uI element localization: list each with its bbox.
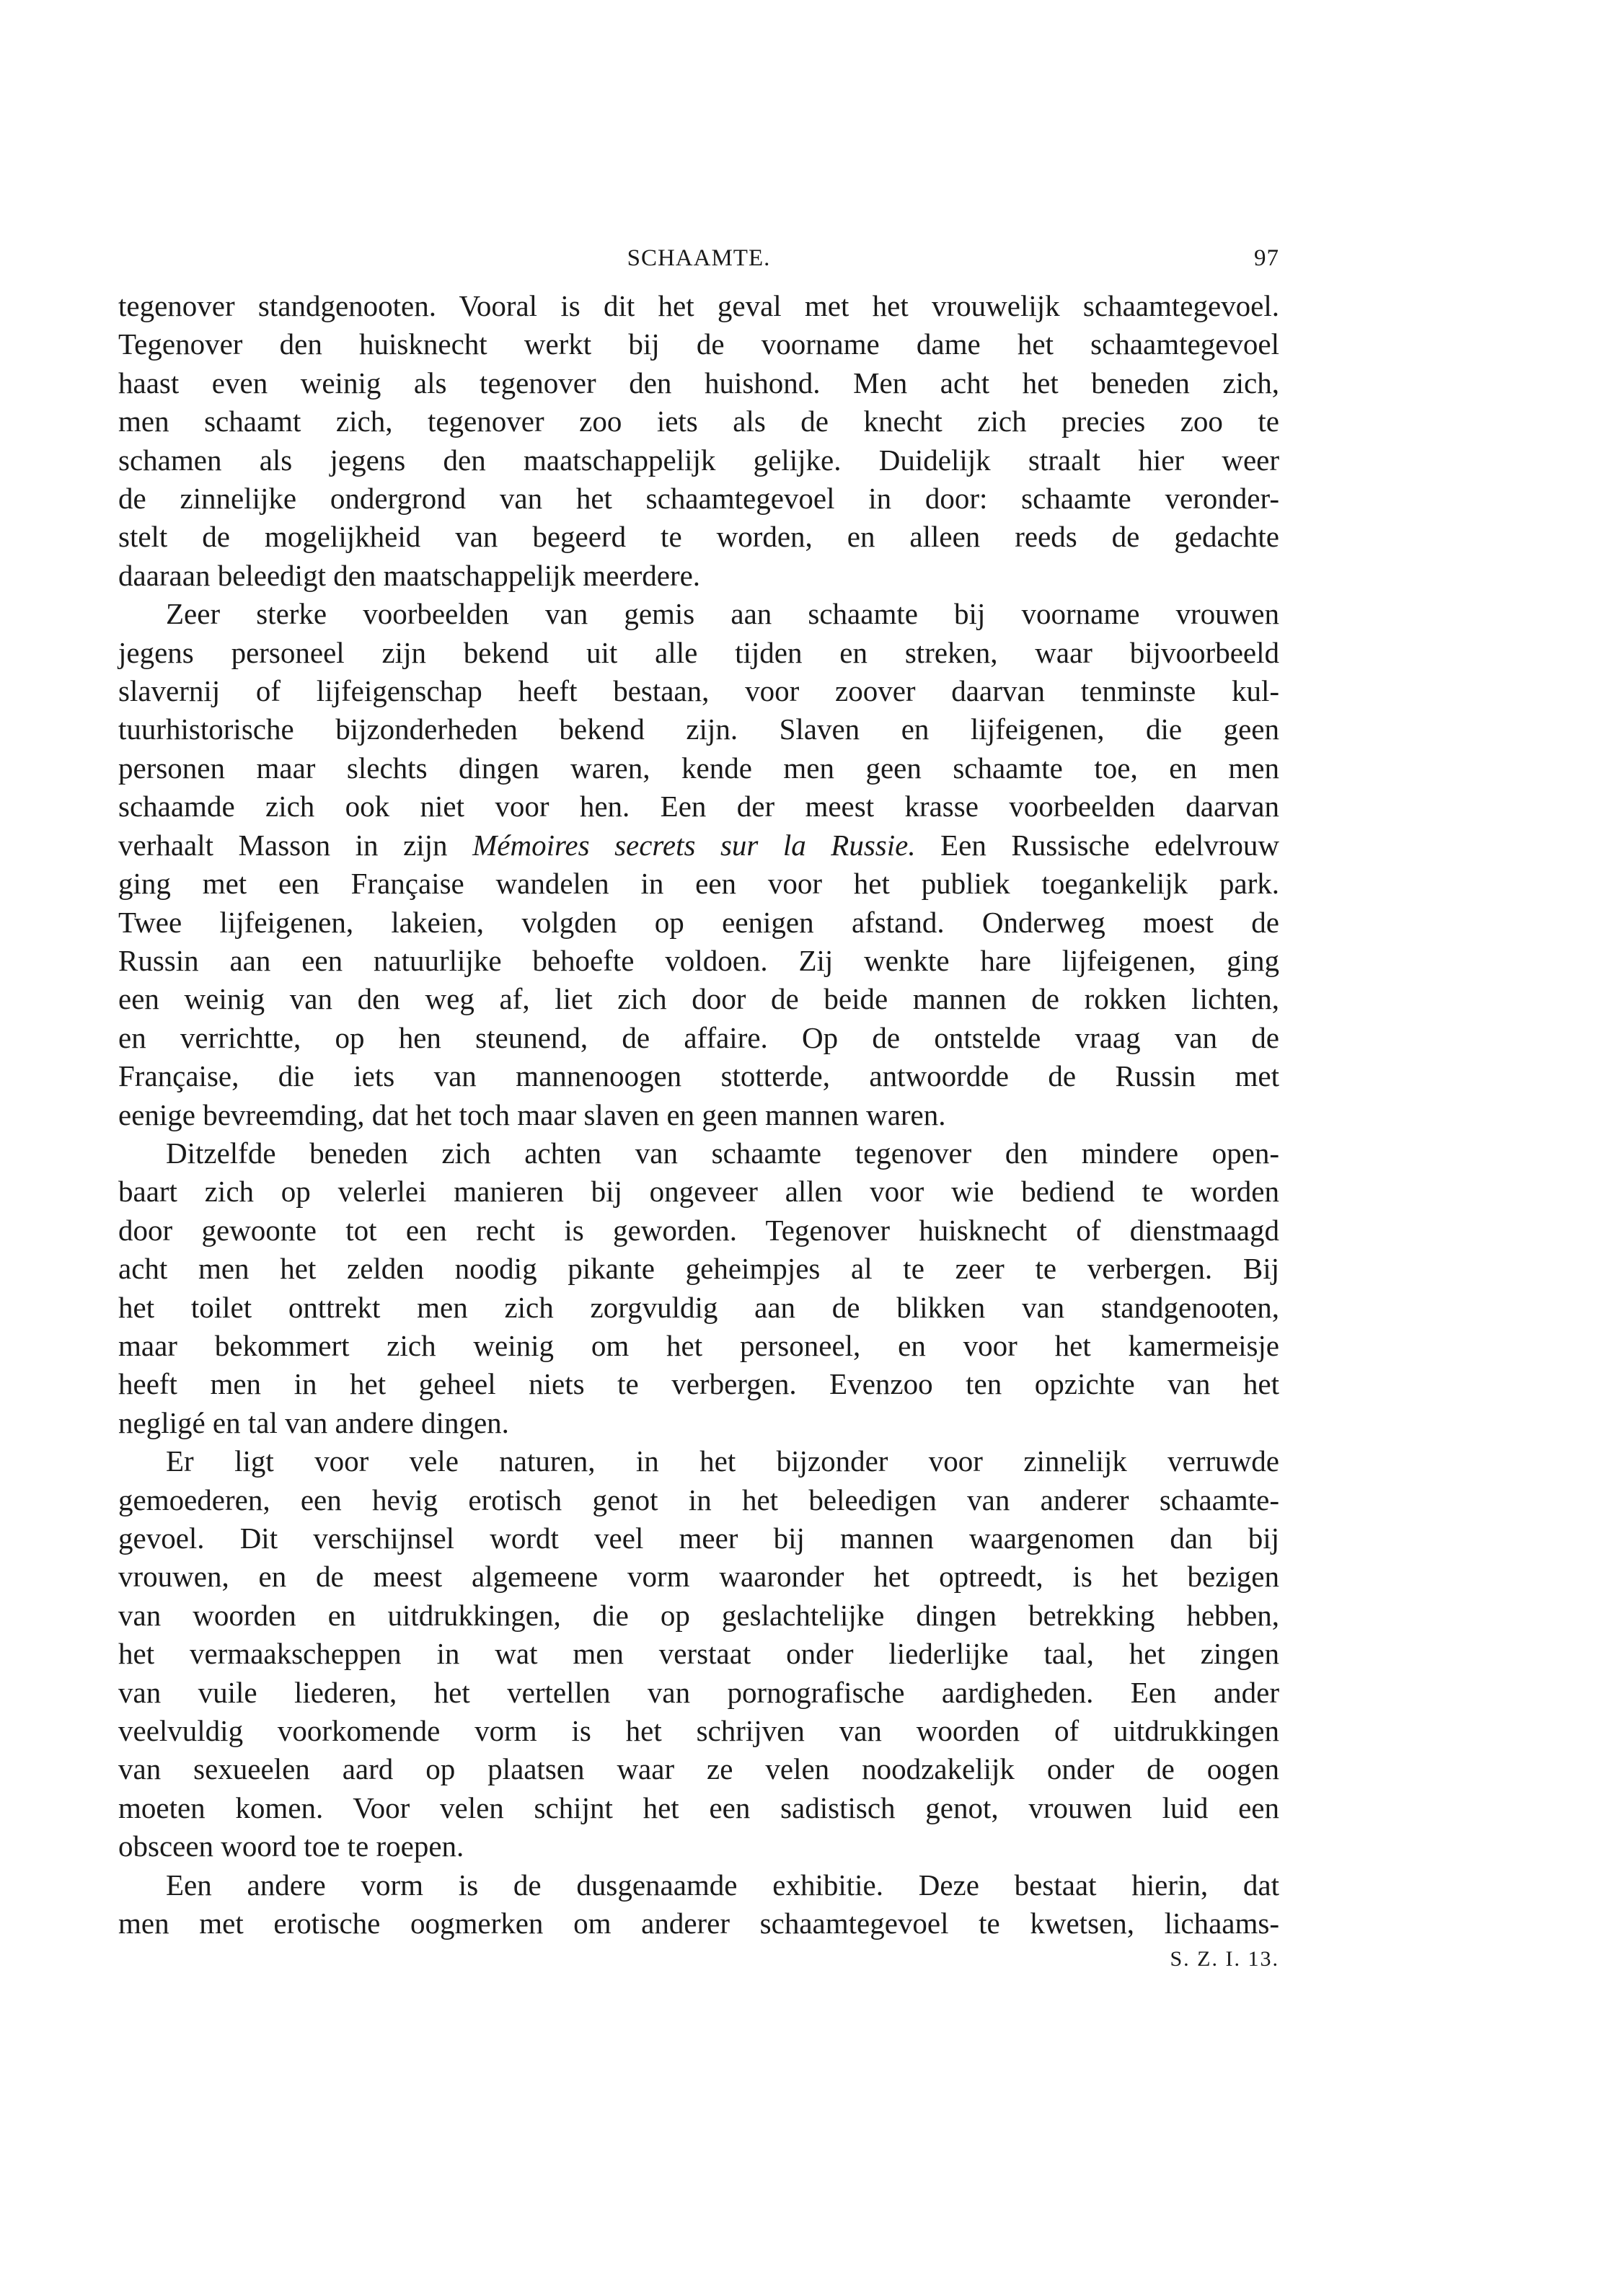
text-line: Ditzelfde beneden zich achten van schaamte tegenover den mindere open- <box>166 1136 1279 1170</box>
paragraph-4 <box>118 1442 1279 1866</box>
running-title: SCHAAMTE. <box>627 245 771 271</box>
text-line: gemoederen, een hevig erotisch genot in het beleedigen van anderer schaamte- <box>118 1483 1279 1516</box>
text-line: Zeer sterke voorbeelden van gemis aan schaamte bij voorname vrouwen <box>166 597 1279 631</box>
text-segment: verhaalt Masson in zijn <box>118 828 473 862</box>
text-line: Twee lijfeigenen, lakeien, volgden op eenigen afstand. Onderweg moest de <box>118 905 1279 939</box>
text-line: tuurhistorische bijzonderheden bekend zijn. Slaven en lijfeigenen, die geen <box>118 712 1279 746</box>
text-line: heeft men in het geheel niets te verbergen. Evenzoo ten opzichte van het <box>118 1367 1279 1401</box>
text-line: personen maar slechts dingen waren, kende men geen schaamte toe, en men <box>118 751 1279 785</box>
text-line: moeten komen. Voor velen schijnt het een sadistisch genot, vrouwen luid een <box>118 1791 1279 1824</box>
page <box>118 238 1279 1972</box>
text-line: van vuile liederen, het vertellen van pornografische aardigheden. Een ander <box>118 1675 1279 1709</box>
text-line: schaamde zich ook niet voor hen. Een der meest krasse voorbeelden daarvan <box>118 790 1279 824</box>
page-number: 97 <box>1254 245 1279 271</box>
text-line: Russin aan een natuurlijke behoefte voldoen. Zij wenkte hare lijfeigenen, ging <box>118 943 1279 977</box>
paragraph-1 <box>118 287 1279 595</box>
text-line: Er ligt voor vele naturen, in het bijzonder voor zinnelijk verruwde <box>166 1444 1279 1478</box>
text-line: obsceen woord toe te roepen. <box>118 1829 464 1863</box>
text-line: het vermaakscheppen in wat men verstaat onder liederlijke taal, het zingen <box>118 1637 1279 1671</box>
text-line: eenige bevreemding, dat het toch maar slaven en geen mannen waren. <box>118 1098 946 1131</box>
body-text <box>118 287 1279 1943</box>
text-line: een weinig van den weg af, liet zich door de beide mannen de rokken lichten, <box>118 982 1279 1016</box>
signature-mark: S. Z. I. 13. <box>1170 1947 1279 1972</box>
text-line: de zinnelijke ondergrond van het schaamtegevoel in door: schaamte veronder- <box>118 482 1279 516</box>
paragraph-3 <box>118 1134 1279 1442</box>
text-line: Française, die iets van mannenoogen stotterde, antwoordde de Russin met <box>118 1059 1279 1093</box>
text-segment: Een Russische edelvrouw <box>915 828 1279 862</box>
text-line: maar bekommert zich weinig om het personeel, en voor het kamermeisje <box>118 1328 1279 1362</box>
book-title: Mémoires secrets sur la Russie. <box>472 828 916 862</box>
text-line: schamen als jegens den maatschappelijk gelijke. Duidelijk straalt hier weer <box>118 443 1279 477</box>
text-line: het toilet onttrekt men zich zorgvuldig aan de blikken van standgenooten, <box>118 1290 1279 1324</box>
text-line: ging met een Française wandelen in een voor het publiek toegankelijk park. <box>118 867 1279 901</box>
text-line: slavernij of lijfeigenschap heeft bestaan, voor zoover daarvan tenminste kul- <box>118 674 1279 708</box>
text-line: negligé en tal van andere dingen. <box>118 1405 509 1439</box>
text-line-with-title <box>118 826 1279 865</box>
text-line: stelt de mogelijkheid van begeerd te worden, en alleen reeds de gedachte <box>118 520 1279 554</box>
text-line: door gewoonte tot een recht is geworden. Tegenover huisknecht of dienstmaagd <box>118 1213 1279 1247</box>
text-line: baart zich op velerlei manieren bij ongeveer allen voor wie bediend te worden <box>118 1175 1279 1209</box>
running-head <box>118 238 1279 281</box>
text-line: veelvuldig voorkomende vorm is het schrijven van woorden of uitdrukkingen <box>118 1714 1279 1748</box>
paragraph-2 <box>118 595 1279 1134</box>
text-line: van woorden en uitdrukkingen, die op geslachtelijke dingen betrekking hebben, <box>118 1598 1279 1632</box>
text-line: van sexueelen aard op plaatsen waar ze velen noodzakelijk onder de oogen <box>118 1752 1279 1786</box>
text-line: men met erotische oogmerken om anderer schaamtegevoel te kwetsen, lichaams- <box>118 1907 1279 1940</box>
text-line: en verrichtte, op hen steunend, de affaire. Op de ontstelde vraag van de <box>118 1020 1279 1054</box>
text-line: jegens personeel zijn bekend uit alle tijden en streken, waar bijvoorbeeld <box>118 635 1279 669</box>
text-line: daaraan beleedigt den maatschappelijk meerdere. <box>118 558 701 592</box>
text-line: vrouwen, en de meest algemeene vorm waaronder het optreedt, is het bezigen <box>118 1560 1279 1594</box>
text-line: acht men het zelden noodig pikante geheimpjes al te zeer te verbergen. Bij <box>118 1252 1279 1286</box>
text-line: Een andere vorm is de dusgenaamde exhibitie. Deze bestaat hierin, dat <box>166 1868 1279 1902</box>
text-line: haast even weinig als tegenover den huishond. Men acht het beneden zich, <box>118 366 1279 399</box>
text-line: Tegenover den huisknecht werkt bij de voorname dame het schaamtegevoel <box>118 327 1279 361</box>
text-line: tegenover standgenooten. Vooral is dit het geval met het vrouwelijk schaamtegevoel. <box>118 289 1279 322</box>
paragraph-5 <box>118 1866 1279 1943</box>
text-line: gevoel. Dit verschijnsel wordt veel meer bij mannen waargenomen dan bij <box>118 1522 1279 1555</box>
text-line: men schaamt zich, tegenover zoo iets als de knecht zich precies zoo te <box>118 405 1279 438</box>
